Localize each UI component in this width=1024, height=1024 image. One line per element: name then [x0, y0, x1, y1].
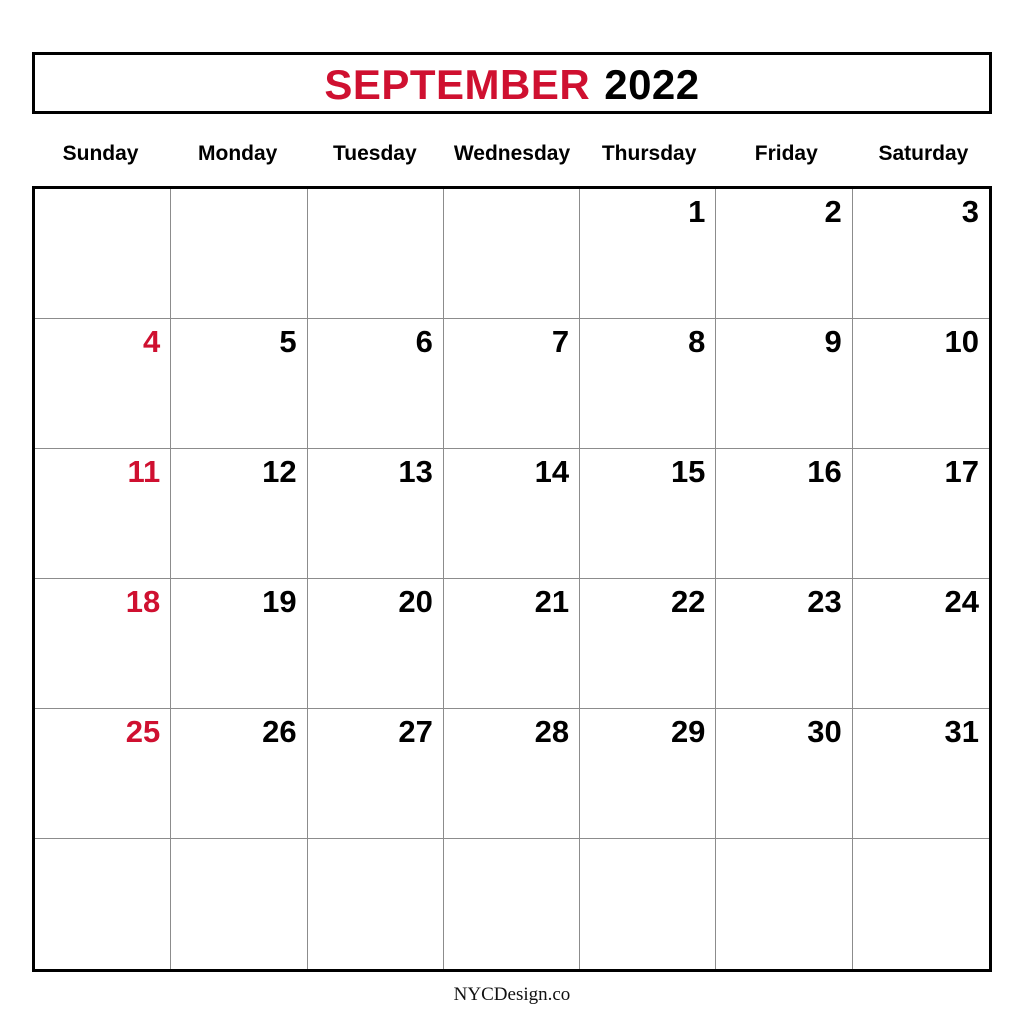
calendar-grid [32, 186, 992, 972]
day-cell[interactable] [853, 189, 989, 319]
day-cell[interactable] [853, 449, 989, 579]
day-number: 16 [807, 454, 842, 489]
day-number: 4 [143, 324, 161, 359]
day-cell[interactable] [716, 449, 852, 579]
day-number: 10 [944, 324, 979, 359]
day-cell[interactable] [853, 839, 989, 969]
day-cell[interactable] [308, 189, 444, 319]
day-number: 18 [125, 584, 161, 619]
day-number: 22 [670, 584, 706, 619]
day-cell[interactable] [444, 449, 580, 579]
day-number: 5 [279, 324, 297, 359]
day-cell[interactable] [580, 839, 716, 969]
day-number: 15 [670, 454, 706, 489]
day-number: 2 [824, 194, 842, 229]
day-cell[interactable] [580, 189, 716, 319]
day-cell[interactable] [308, 579, 444, 709]
day-cell[interactable] [716, 839, 852, 969]
day-cell[interactable] [35, 709, 171, 839]
day-cell[interactable] [580, 579, 716, 709]
day-cell[interactable] [444, 189, 580, 319]
day-number: 8 [688, 324, 706, 359]
day-cell[interactable] [308, 839, 444, 969]
day-number: 29 [670, 714, 706, 749]
day-number: 21 [534, 584, 570, 619]
day-number: 26 [262, 714, 297, 749]
day-cell[interactable] [171, 449, 307, 579]
day-cell[interactable] [35, 189, 171, 319]
weekday-header-row [32, 130, 992, 178]
day-number: 1 [688, 194, 706, 229]
day-cell[interactable] [853, 319, 989, 449]
day-cell[interactable] [444, 579, 580, 709]
day-cell[interactable] [716, 579, 852, 709]
day-cell[interactable] [35, 449, 171, 579]
day-cell[interactable] [444, 319, 580, 449]
day-number: 30 [807, 714, 842, 749]
day-cell[interactable] [580, 319, 716, 449]
day-cell[interactable] [580, 709, 716, 839]
day-cell[interactable] [171, 839, 307, 969]
day-number: 31 [944, 714, 979, 749]
calendar-title-box [32, 52, 992, 114]
day-cell[interactable] [35, 579, 171, 709]
day-number: 19 [262, 584, 297, 619]
day-number: 3 [961, 194, 979, 229]
day-number: 25 [125, 714, 161, 749]
footer-credit: NYCDesign.co [453, 984, 571, 1005]
day-cell[interactable] [716, 189, 852, 319]
weekday-header-saturday: Saturday [878, 142, 969, 165]
day-cell[interactable] [308, 449, 444, 579]
title-month: SEPTEMBER [324, 61, 591, 108]
day-cell[interactable] [171, 319, 307, 449]
day-cell[interactable] [171, 709, 307, 839]
day-number: 9 [824, 324, 842, 359]
day-cell[interactable] [171, 579, 307, 709]
day-cell[interactable] [35, 319, 171, 449]
day-number: 23 [807, 584, 842, 619]
day-cell[interactable] [308, 709, 444, 839]
day-number: 6 [415, 324, 433, 359]
day-number: 24 [944, 584, 979, 619]
day-number: 20 [398, 584, 433, 619]
day-cell[interactable] [308, 319, 444, 449]
day-cell[interactable] [35, 839, 171, 969]
day-number: 17 [944, 454, 979, 489]
weekday-header-sunday: Sunday [62, 142, 139, 165]
day-number: 11 [127, 454, 161, 489]
day-number: 27 [398, 714, 433, 749]
weekday-header-thursday: Thursday [601, 142, 697, 165]
day-number: 12 [262, 454, 297, 489]
day-number: 28 [534, 714, 570, 749]
day-number: 14 [534, 454, 570, 489]
calendar-title [324, 61, 699, 109]
day-cell[interactable] [716, 709, 852, 839]
weekday-header-tuesday: Tuesday [333, 142, 417, 165]
day-cell[interactable] [716, 319, 852, 449]
day-cell[interactable] [444, 709, 580, 839]
title-year: 2022 [604, 61, 700, 108]
weekday-header-wednesday: Wednesday [453, 142, 571, 165]
day-cell[interactable] [853, 709, 989, 839]
day-number: 7 [551, 324, 570, 359]
weekday-header-friday: Friday [754, 142, 818, 165]
weekday-header-monday: Monday [198, 142, 278, 165]
day-cell[interactable] [171, 189, 307, 319]
day-cell[interactable] [853, 579, 989, 709]
day-cell[interactable] [580, 449, 716, 579]
day-number: 13 [398, 454, 433, 489]
day-cell[interactable] [444, 839, 580, 969]
